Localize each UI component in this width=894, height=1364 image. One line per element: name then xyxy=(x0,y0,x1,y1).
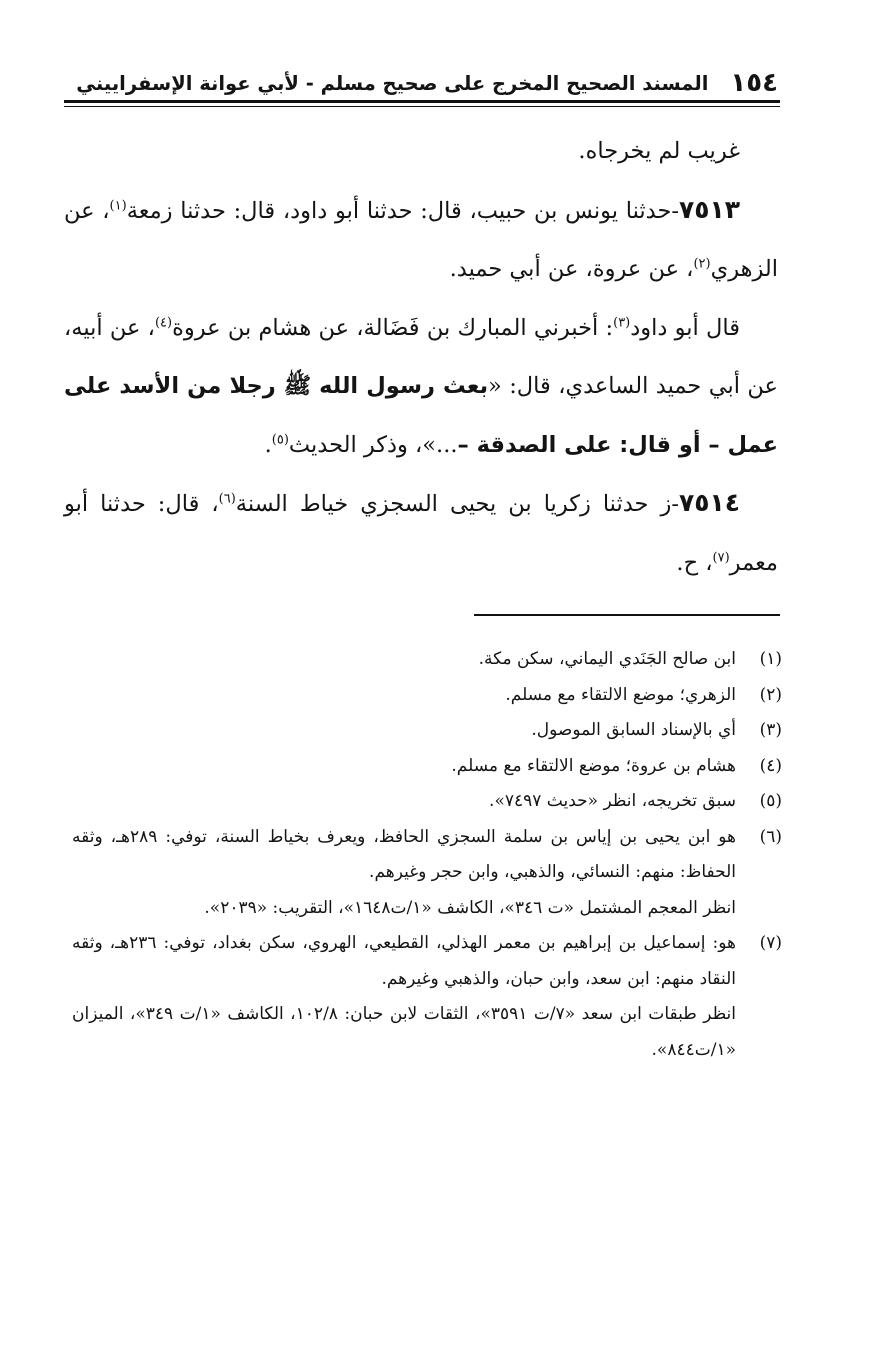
page-number: ١٥٤ xyxy=(730,68,778,98)
hadith-7513 xyxy=(64,181,778,299)
paragraph-text: ، عن أبيه، عن أبي حميد الساعدي، قال: « xyxy=(64,314,778,399)
footnote-ref-6[interactable]: (٦) xyxy=(218,491,236,507)
hadith-text: ، عن عروة، عن أبي حميد. xyxy=(449,256,694,282)
hadith-number: ٧٥١٣ xyxy=(678,194,740,224)
footnote-5 xyxy=(72,784,782,820)
footnote-2 xyxy=(72,678,782,714)
footnote-6 xyxy=(72,820,782,927)
footnote-text: سبق تخريجه، انظر «حديث ٧٤٩٧». xyxy=(489,791,736,811)
footnote-ref-4[interactable]: (٤) xyxy=(154,315,173,330)
hadith-text: -ز حدثنا زكريا بن يحيى السجزي خياط السنة xyxy=(235,491,679,517)
hadith-text: ، قال: حدثنا أبو معمر xyxy=(64,491,778,576)
footnote-ref-5[interactable]: (٥) xyxy=(271,432,289,447)
header-rule-thick xyxy=(64,100,780,103)
hadith-text: -حدثنا يونس بن حبيب، قال: حدثنا أبو داود، قال: حدثنا زمعة xyxy=(126,197,679,224)
footnote-ref-7[interactable]: (٧) xyxy=(712,550,730,565)
footnote-marker: (٧) xyxy=(759,933,782,953)
hadith-7514 xyxy=(64,474,778,592)
footnote-text: هو: إسماعيل بن إبراهيم بن معمر الهذلي، القطيعي، الهروي، سكن بغداد، توفي: ٢٣٦هـ، وثقه النقاد منهم: ابن سعد، وابن حبان، والذهبي وغيرهم. xyxy=(72,933,736,989)
hadith-number: ٧٥١٤ xyxy=(678,488,740,517)
footnote-ref-1[interactable]: (١) xyxy=(109,198,127,213)
footnote-reference: انظر طبقات ابن سعد «٧/ت ٣٥٩١»، الثقات لابن حبان: ١٠٢/٨، الكاشف «١/ت ٣٤٩»، الميزان «١/ت٨٤٤». xyxy=(72,1004,736,1060)
footnote-marker: (٦) xyxy=(759,826,782,847)
paragraph-text: . xyxy=(264,431,272,458)
main-text xyxy=(64,122,778,592)
hadith-text: ، عن الزهري xyxy=(64,197,778,282)
header-rule-thin xyxy=(64,106,780,107)
footnote-1 xyxy=(72,642,782,678)
footnote-ref-3[interactable]: (٣) xyxy=(613,315,631,330)
footnote-text: هو ابن يحيى بن إياس بن سلمة السجزي الحافظ، ويعرف بخياط السنة، توفي: ٢٨٩هـ، وثقه الحفاظ: منهم: النسائي، والذهبي، وابن حجر وغيرهم. xyxy=(72,826,736,882)
paragraph-text: : أخبرني المبارك بن فَضَالة، عن هشام بن عروة xyxy=(172,314,614,341)
footnote-4 xyxy=(72,749,782,785)
paragraph-1 xyxy=(64,122,778,181)
hadith-matn-bold: بعث رسول الله ﷺ رجلا من الأسد على عمل – أو قال: على الصدقة – xyxy=(64,373,778,458)
running-title: المسند الصحيح المخرج على صحيح مسلم - لأبي عوانة الإسفراييني xyxy=(76,71,709,95)
footnote-marker: (٣) xyxy=(759,720,782,740)
footnote-marker: (٢) xyxy=(759,684,782,705)
paragraph-abu-dawud xyxy=(64,299,778,475)
footnote-separator xyxy=(474,614,780,616)
footnote-marker: (٤) xyxy=(759,755,782,776)
footnote-3 xyxy=(72,713,782,749)
footnote-text: هشام بن عروة؛ موضع الالتقاء مع مسلم. xyxy=(451,755,736,776)
hadith-text: ، ح. xyxy=(676,549,713,576)
page-header xyxy=(76,66,778,100)
footnote-marker: (٥) xyxy=(759,791,782,811)
footnotes xyxy=(72,642,782,1068)
footnote-reference: انظر المعجم المشتمل «ت ٣٤٦»، الكاشف «١/ت١٦٤٨»، التقريب: «٢٠٣٩». xyxy=(204,897,736,918)
footnote-ref-2[interactable]: (٢) xyxy=(693,256,711,272)
paragraph-text: ...»، وذكر الحديث xyxy=(288,431,458,458)
paragraph-1-text: غريب لم يخرجاه. xyxy=(578,138,740,164)
footnote-text: أي بالإسناد السابق الموصول. xyxy=(531,720,736,740)
footnote-marker: (١) xyxy=(759,649,782,669)
footnote-text: الزهري؛ موضع الالتقاء مع مسلم. xyxy=(505,684,736,705)
footnote-7 xyxy=(72,926,782,1068)
footnote-text: ابن صالح الجَنَدي اليماني، سكن مكة. xyxy=(478,649,736,669)
paragraph-text: قال أبو داود xyxy=(630,314,741,341)
